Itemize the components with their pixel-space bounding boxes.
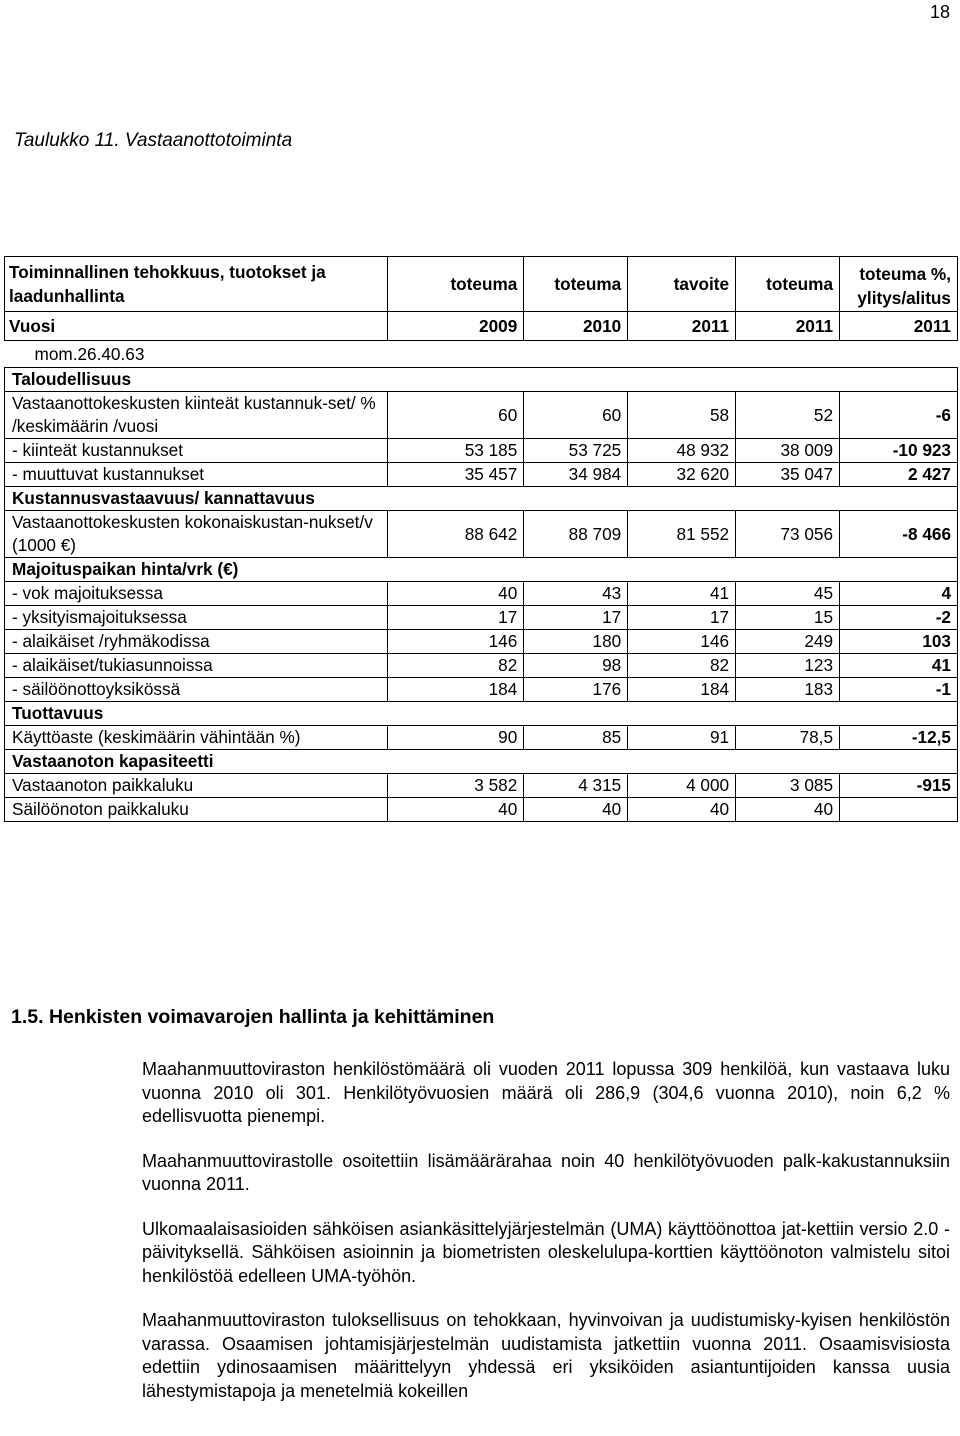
row-label: Säilöönoton paikkaluku [5, 798, 388, 822]
cell-value: 17 [628, 606, 736, 630]
table-caption: Taulukko 11. Vastaanottotoiminta [14, 130, 293, 151]
cell-value: 52 [736, 392, 840, 439]
cell-value: 2 427 [840, 463, 958, 487]
cell-value: 3 085 [736, 774, 840, 798]
year-col-1: 2009 [388, 312, 524, 341]
cell-value: 98 [524, 654, 628, 678]
cell-value: -1 [840, 678, 958, 702]
cell-value: 88 642 [388, 511, 524, 558]
cell-value: 85 [524, 726, 628, 750]
cell-value: 17 [524, 606, 628, 630]
cell-value: 82 [388, 654, 524, 678]
year-col-2: 2010 [524, 312, 628, 341]
table-row [5, 630, 958, 654]
cell-value: 183 [736, 678, 840, 702]
page-number: 18 [929, 2, 950, 22]
cell-value: 40 [736, 798, 840, 822]
cell-value: 35 047 [736, 463, 840, 487]
paragraph: Maahanmuuttovirastolle osoitettiin lisämäärärahaa noin 40 henkilötyövuoden palk-kakustannuksiin vuonna 2011. [142, 1150, 950, 1194]
cell-value: 15 [736, 606, 840, 630]
paragraph: Maahanmuuttoviraston tuloksellisuus on tehokkaan, hyvinvoivan ja uudistumisky-kyisen henkilöstön varassa. Osaamisen johtamisjärjestelmän uudistamista jatkettiin vuonna 2011. Osaamisvisiosta edettiin ydinosaamisen määrittelyyn yhdessä eri yksiköiden asiantuntijoiden kanssa uusia lähestymistapoja ja menetelmiä kokeillen [142, 1310, 950, 1401]
table-row [5, 582, 958, 606]
cell-value: -12,5 [840, 726, 958, 750]
section-label: Tuottavuus [5, 702, 958, 726]
table-section-row [5, 558, 958, 582]
cell-value: 81 552 [628, 511, 736, 558]
row-label: - muuttuvat kustannukset [5, 463, 388, 487]
cell-value: 91 [628, 726, 736, 750]
paragraph: Ulkomaalaisasioiden sähköisen asiankäsittelyjärjestelmän (UMA) käyttöönottoa jat-kettiin versio 2.0 -päivityksellä. Sähköisen asioinnin ja biometristen oleskelulupa-korttien käyttöönoton valmistelu sitoi henkilöstöä edelleen UMA-työhön. [142, 1218, 950, 1286]
cell-value: 123 [736, 654, 840, 678]
header-label: Toiminnallinen tehokkuus, tuotokset ja laadunhallinta [5, 257, 388, 312]
table-row [5, 392, 958, 439]
row-label: - yksityismajoituksessa [5, 606, 388, 630]
cell-value: 4 000 [628, 774, 736, 798]
table-row [5, 654, 958, 678]
cell-value: 53 185 [388, 439, 524, 463]
row-label: Vastaanoton paikkaluku [5, 774, 388, 798]
cell-value: 41 [840, 654, 958, 678]
cell-value [840, 798, 958, 822]
unit-row [5, 341, 958, 368]
cell-value: 3 582 [388, 774, 524, 798]
year-col-4: 2011 [736, 312, 840, 341]
header-col-3: tavoite [628, 257, 736, 312]
cell-value: 40 [628, 798, 736, 822]
section-label: Taloudellisuus [5, 368, 958, 392]
cell-value: 73 056 [736, 511, 840, 558]
table-section-row [5, 702, 958, 726]
row-label: - vok majoituksessa [5, 582, 388, 606]
table-header-row [5, 257, 958, 312]
row-label: Käyttöaste (keskimäärin vähintään %) [5, 726, 388, 750]
cell-value: 58 [628, 392, 736, 439]
cell-value: -6 [840, 392, 958, 439]
header-col-1: toteuma [388, 257, 524, 312]
cell-value: 4 [840, 582, 958, 606]
year-col-3: 2011 [628, 312, 736, 341]
row-label: Vastaanottokeskusten kiinteät kustannuk-set/ % /keskimäärin /vuosi [5, 392, 388, 439]
cell-value: 176 [524, 678, 628, 702]
cell-value: 60 [524, 392, 628, 439]
header-col-2: toteuma [524, 257, 628, 312]
cell-value: 146 [388, 630, 524, 654]
row-label: Vastaanottokeskusten kokonaiskustan-nukset/v (1000 €) [5, 511, 388, 558]
section-label: Vastaanoton kapasiteetti [5, 750, 958, 774]
paragraph: Maahanmuuttoviraston henkilöstömäärä oli vuoden 2011 lopussa 309 henkilöä, kun vastaava luku vuonna 2010 oli 301. Henkilötyövuosien määrä oli 286,9 (304,6 vuonna 2010), noin 6,2 % edellisvuotta pienempi. [142, 1059, 950, 1126]
cell-value: 146 [628, 630, 736, 654]
operations-table [4, 256, 958, 822]
cell-value: 17 [388, 606, 524, 630]
table-row [5, 726, 958, 750]
table-row [5, 463, 958, 487]
year-label: Vuosi [5, 312, 388, 341]
section-label: Kustannusvastaavuus/ kannattavuus [5, 487, 958, 511]
section-label: Majoituspaikan hinta/vrk (€) [5, 558, 958, 582]
cell-value: 40 [524, 798, 628, 822]
row-label: - alaikäiset /ryhmäkodissa [5, 630, 388, 654]
year-row [5, 312, 958, 341]
section-heading: 1.5. Henkisten voimavarojen hallinta ja kehittäminen [11, 1006, 495, 1028]
cell-value: 82 [628, 654, 736, 678]
cell-value: 40 [388, 798, 524, 822]
cell-value: 43 [524, 582, 628, 606]
cell-value: 40 [388, 582, 524, 606]
cell-value: 90 [388, 726, 524, 750]
cell-value: 38 009 [736, 439, 840, 463]
header-col-4: toteuma [736, 257, 840, 312]
body-text [142, 1058, 950, 1424]
table-row [5, 511, 958, 558]
cell-value: 48 932 [628, 439, 736, 463]
row-label: - säilöönottoyksikössä [5, 678, 388, 702]
table-row [5, 798, 958, 822]
table-section-row [5, 487, 958, 511]
cell-value: 184 [628, 678, 736, 702]
cell-value: 60 [388, 392, 524, 439]
cell-value: -915 [840, 774, 958, 798]
budget-item-label: mom.26.40.63 [5, 341, 958, 368]
cell-value: 35 457 [388, 463, 524, 487]
row-label: - alaikäiset/tukiasunnoissa [5, 654, 388, 678]
cell-value: 34 984 [524, 463, 628, 487]
table-row [5, 439, 958, 463]
cell-value: -2 [840, 606, 958, 630]
cell-value: 53 725 [524, 439, 628, 463]
cell-value: 180 [524, 630, 628, 654]
year-col-5: 2011 [840, 312, 958, 341]
cell-value: 4 315 [524, 774, 628, 798]
table-row [5, 774, 958, 798]
cell-value: 103 [840, 630, 958, 654]
row-label: - kiinteät kustannukset [5, 439, 388, 463]
cell-value: -8 466 [840, 511, 958, 558]
cell-value: 88 709 [524, 511, 628, 558]
table-section-row [5, 368, 958, 392]
cell-value: -10 923 [840, 439, 958, 463]
cell-value: 32 620 [628, 463, 736, 487]
table-row [5, 678, 958, 702]
cell-value: 249 [736, 630, 840, 654]
table-section-row [5, 750, 958, 774]
table-row [5, 606, 958, 630]
header-col-5: toteuma %, ylitys/alitus [840, 257, 958, 312]
cell-value: 45 [736, 582, 840, 606]
cell-value: 78,5 [736, 726, 840, 750]
cell-value: 41 [628, 582, 736, 606]
cell-value: 184 [388, 678, 524, 702]
